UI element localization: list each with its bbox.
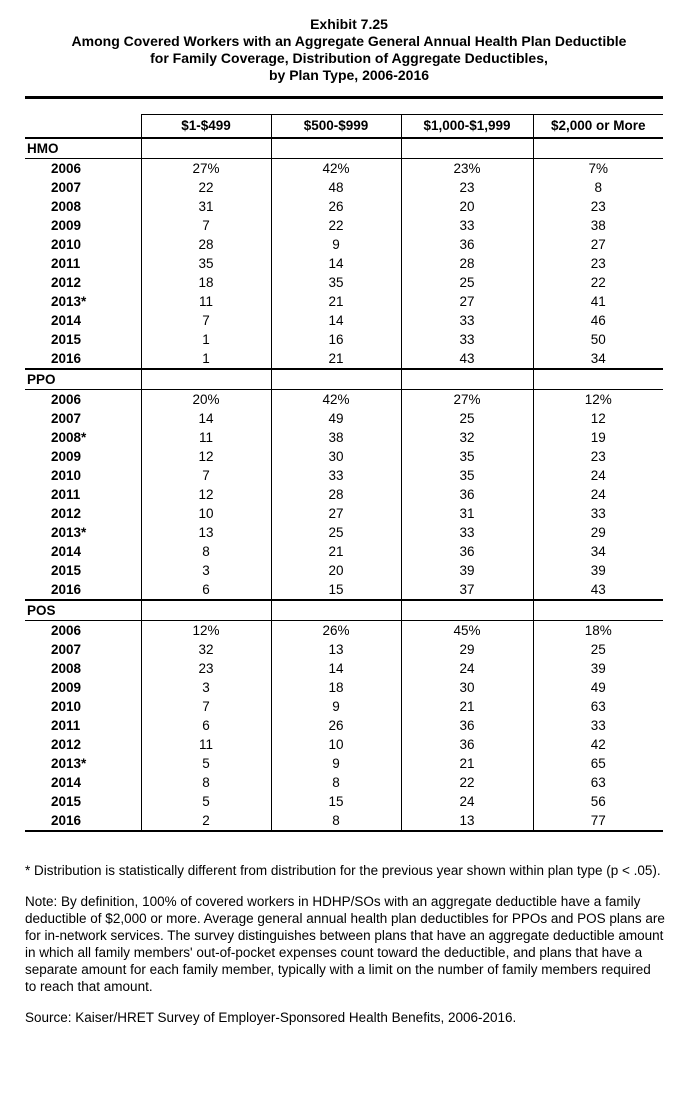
plan-type-empty-cell <box>271 138 401 159</box>
value-cell: 25 <box>271 523 401 542</box>
plan-type-label: PPO <box>25 369 141 390</box>
value-cell: 12 <box>141 447 271 466</box>
notes-section <box>25 862 665 1040</box>
value-cell: 21 <box>271 292 401 311</box>
value-cell: 14 <box>271 659 401 678</box>
year-cell: 2014 <box>51 313 82 328</box>
value-cell: 24 <box>401 792 533 811</box>
table-row <box>25 697 663 716</box>
value-cell: 36 <box>401 542 533 561</box>
value-cell: 26% <box>271 621 401 641</box>
value-cell: 19 <box>533 428 663 447</box>
value-cell: 20 <box>271 561 401 580</box>
value-cell: 42% <box>271 390 401 410</box>
plan-type-empty-cell <box>271 600 401 621</box>
table-row <box>25 311 663 330</box>
year-cell: 2011 <box>51 487 81 502</box>
table-row <box>25 273 663 292</box>
plan-type-row <box>25 369 663 390</box>
table-row <box>25 561 663 580</box>
table-row <box>25 216 663 235</box>
plan-type-label: HMO <box>25 138 141 159</box>
table-row <box>25 580 663 600</box>
value-cell: 7 <box>141 466 271 485</box>
exhibit-number: Exhibit 7.25 <box>310 16 388 32</box>
value-cell: 13 <box>401 811 533 831</box>
plan-type-empty-cell <box>141 138 271 159</box>
value-cell: 27% <box>141 159 271 179</box>
value-cell: 23 <box>533 197 663 216</box>
plan-type-empty-cell <box>401 138 533 159</box>
value-cell: 33 <box>401 311 533 330</box>
value-cell: 63 <box>533 773 663 792</box>
column-header: $500-$999 <box>271 115 401 139</box>
value-cell: 43 <box>533 580 663 600</box>
value-cell: 9 <box>271 697 401 716</box>
table-row <box>25 292 663 311</box>
value-cell: 49 <box>533 678 663 697</box>
value-cell: 34 <box>533 542 663 561</box>
value-cell: 27 <box>533 235 663 254</box>
year-cell: 2016 <box>25 811 141 831</box>
value-cell: 48 <box>271 178 401 197</box>
table-row <box>25 235 663 254</box>
table-row <box>25 792 663 811</box>
year-cell: 2010 <box>51 468 82 483</box>
value-cell: 14 <box>141 409 271 428</box>
value-cell: 36 <box>401 235 533 254</box>
value-cell: 28 <box>141 235 271 254</box>
value-cell: 33 <box>401 330 533 349</box>
table-body <box>25 138 663 831</box>
plan-type-empty-cell <box>533 369 663 390</box>
value-cell: 20% <box>141 390 271 410</box>
year-cell: 2015 <box>51 563 82 578</box>
table-row <box>25 659 663 678</box>
value-cell: 27 <box>401 292 533 311</box>
value-cell: 30 <box>271 447 401 466</box>
source-line: Source: Kaiser/HRET Survey of Employer-Sponsored Health Benefits, 2006-2016. <box>25 1010 517 1025</box>
year-cell: 2012 <box>51 506 82 521</box>
value-cell: 36 <box>401 485 533 504</box>
exhibit-title-line-1: Among Covered Workers with an Aggregate General Annual Health Plan Deductible <box>71 33 627 49</box>
table-row <box>25 447 663 466</box>
table-row <box>25 428 663 447</box>
year-cell: 2006 <box>51 392 82 407</box>
value-cell: 23 <box>141 659 271 678</box>
value-cell: 39 <box>533 561 663 580</box>
year-cell: 2008 <box>51 661 82 676</box>
title-divider <box>25 96 663 99</box>
exhibit-title-line-2: for Family Coverage, Distribution of Aggregate Deductibles, <box>150 50 548 66</box>
plan-type-empty-cell <box>533 600 663 621</box>
table-row <box>25 542 663 561</box>
value-cell: 8 <box>141 773 271 792</box>
year-cell: 2010 <box>51 699 82 714</box>
value-cell: 13 <box>141 523 271 542</box>
value-cell: 21 <box>271 349 401 369</box>
value-cell: 15 <box>271 792 401 811</box>
value-cell: 24 <box>533 466 663 485</box>
year-cell: 2015 <box>51 794 82 809</box>
value-cell: 24 <box>533 485 663 504</box>
value-cell: 16 <box>271 330 401 349</box>
value-cell: 39 <box>533 659 663 678</box>
value-cell: 3 <box>141 561 271 580</box>
value-cell: 41 <box>533 292 663 311</box>
table-header-row <box>25 115 663 139</box>
value-cell: 10 <box>141 504 271 523</box>
table-row <box>25 735 663 754</box>
table-row <box>25 254 663 273</box>
year-cell: 2014 <box>51 775 82 790</box>
value-cell: 50 <box>533 330 663 349</box>
table-row <box>25 485 663 504</box>
table-row <box>25 390 663 410</box>
plan-type-empty-cell <box>141 600 271 621</box>
value-cell: 33 <box>533 716 663 735</box>
year-cell: 2009 <box>51 218 82 233</box>
table-row <box>25 159 663 179</box>
value-cell: 14 <box>271 254 401 273</box>
value-cell: 21 <box>401 754 533 773</box>
value-cell: 9 <box>271 235 401 254</box>
value-cell: 38 <box>271 428 401 447</box>
value-cell: 25 <box>401 273 533 292</box>
table-row <box>25 678 663 697</box>
year-cell: 2013* <box>51 756 87 771</box>
value-cell: 77 <box>533 811 663 831</box>
year-cell: 2011 <box>51 256 81 271</box>
value-cell: 35 <box>141 254 271 273</box>
value-cell: 12% <box>533 390 663 410</box>
year-cell: 2009 <box>51 680 82 695</box>
value-cell: 23 <box>533 447 663 466</box>
value-cell: 45% <box>401 621 533 641</box>
value-cell: 18 <box>141 273 271 292</box>
value-cell: 11 <box>141 735 271 754</box>
plan-type-row <box>25 600 663 621</box>
value-cell: 12 <box>533 409 663 428</box>
value-cell: 29 <box>401 640 533 659</box>
value-cell: 26 <box>271 197 401 216</box>
value-cell: 13 <box>271 640 401 659</box>
value-cell: 5 <box>141 792 271 811</box>
value-cell: 31 <box>401 504 533 523</box>
value-cell: 26 <box>271 716 401 735</box>
value-cell: 5 <box>141 754 271 773</box>
value-cell: 23 <box>401 178 533 197</box>
value-cell: 12% <box>141 621 271 641</box>
year-cell: 2015 <box>51 332 82 347</box>
value-cell: 28 <box>401 254 533 273</box>
value-cell: 33 <box>271 466 401 485</box>
value-cell: 6 <box>141 580 271 600</box>
value-cell: 32 <box>401 428 533 447</box>
footnote: * Distribution is statistically different from distribution for the previous year shown within plan type (p < .05). <box>25 863 661 878</box>
note-paragraph: Note: By definition, 100% of covered workers in HDHP/SOs with an aggregate deductible have a family deductible of $2,000 or more. Average general annual health plan deductibles for PPOs and POS plans are for in-network services. The survey distinguishes between plans that have an aggregate deductible amount in which all family members' out-of-pocket expenses count toward the deductible, and plans that have a separate amount for each family member, typically with a limit on the number of family members required to reach that amount. <box>25 894 665 994</box>
value-cell: 35 <box>401 447 533 466</box>
table-row <box>25 640 663 659</box>
value-cell: 25 <box>533 640 663 659</box>
value-cell: 34 <box>533 349 663 369</box>
value-cell: 2 <box>141 811 271 831</box>
column-header: $2,000 or More <box>533 115 663 139</box>
value-cell: 14 <box>271 311 401 330</box>
year-cell: 2006 <box>51 623 82 638</box>
plan-type-row <box>25 138 663 159</box>
year-cell: 2010 <box>51 237 82 252</box>
plan-type-empty-cell <box>401 600 533 621</box>
exhibit-title <box>0 16 698 84</box>
table-row <box>25 523 663 542</box>
year-cell: 2012 <box>51 737 82 752</box>
value-cell: 42% <box>271 159 401 179</box>
table-row <box>25 409 663 428</box>
value-cell: 18 <box>271 678 401 697</box>
year-cell: 2016 <box>51 582 82 597</box>
exhibit-title-line-3: by Plan Type, 2006-2016 <box>268 67 430 83</box>
column-header: $1-$499 <box>141 115 271 139</box>
header-blank-cell <box>25 115 141 139</box>
value-cell: 27% <box>401 390 533 410</box>
table-row <box>25 773 663 792</box>
value-cell: 33 <box>401 523 533 542</box>
year-cell: 2013* <box>51 294 87 309</box>
value-cell: 1 <box>141 349 271 369</box>
value-cell: 20 <box>401 197 533 216</box>
value-cell: 42 <box>533 735 663 754</box>
year-cell: 2006 <box>51 161 82 176</box>
value-cell: 25 <box>401 409 533 428</box>
value-cell: 12 <box>141 485 271 504</box>
year-cell: 2007 <box>51 411 82 426</box>
value-cell: 7 <box>141 216 271 235</box>
value-cell: 22 <box>141 178 271 197</box>
value-cell: 21 <box>401 697 533 716</box>
value-cell: 65 <box>533 754 663 773</box>
year-cell: 2016 <box>51 351 82 366</box>
plan-type-empty-cell <box>533 138 663 159</box>
plan-type-empty-cell <box>271 369 401 390</box>
value-cell: 49 <box>271 409 401 428</box>
value-cell: 23 <box>533 254 663 273</box>
value-cell: 11 <box>141 428 271 447</box>
deductible-distribution-table <box>25 114 663 832</box>
value-cell: 63 <box>533 697 663 716</box>
year-cell: 2013* <box>51 525 87 540</box>
plan-type-empty-cell <box>401 369 533 390</box>
value-cell: 36 <box>401 735 533 754</box>
value-cell: 10 <box>271 735 401 754</box>
value-cell: 7 <box>141 311 271 330</box>
year-cell: 2009 <box>51 449 82 464</box>
value-cell: 43 <box>401 349 533 369</box>
value-cell: 33 <box>533 504 663 523</box>
value-cell: 38 <box>533 216 663 235</box>
value-cell: 35 <box>271 273 401 292</box>
value-cell: 11 <box>141 292 271 311</box>
value-cell: 22 <box>271 216 401 235</box>
table-row <box>25 349 663 369</box>
year-cell: 2012 <box>51 275 82 290</box>
value-cell: 22 <box>533 273 663 292</box>
value-cell: 3 <box>141 678 271 697</box>
value-cell: 8 <box>533 178 663 197</box>
value-cell: 8 <box>141 542 271 561</box>
year-cell: 2014 <box>51 544 82 559</box>
value-cell: 22 <box>401 773 533 792</box>
value-cell: 15 <box>271 580 401 600</box>
value-cell: 7% <box>533 159 663 179</box>
value-cell: 37 <box>401 580 533 600</box>
value-cell: 39 <box>401 561 533 580</box>
table-row <box>25 330 663 349</box>
table-row <box>25 504 663 523</box>
table-row <box>25 754 663 773</box>
table-row <box>25 621 663 641</box>
table-row <box>25 197 663 216</box>
table-row <box>25 811 663 831</box>
year-cell: 2008 <box>51 199 82 214</box>
value-cell: 18% <box>533 621 663 641</box>
value-cell: 30 <box>401 678 533 697</box>
year-cell: 2007 <box>51 180 82 195</box>
value-cell: 31 <box>141 197 271 216</box>
value-cell: 23% <box>401 159 533 179</box>
value-cell: 27 <box>271 504 401 523</box>
value-cell: 7 <box>141 697 271 716</box>
value-cell: 29 <box>533 523 663 542</box>
table-row <box>25 466 663 485</box>
table-row <box>25 716 663 735</box>
value-cell: 1 <box>141 330 271 349</box>
value-cell: 21 <box>271 542 401 561</box>
column-header: $1,000-$1,999 <box>401 115 533 139</box>
plan-type-label: POS <box>25 600 141 621</box>
value-cell: 36 <box>401 716 533 735</box>
plan-type-empty-cell <box>141 369 271 390</box>
value-cell: 6 <box>141 716 271 735</box>
year-cell: 2011 <box>51 718 81 733</box>
value-cell: 32 <box>141 640 271 659</box>
value-cell: 8 <box>271 811 401 831</box>
value-cell: 35 <box>401 466 533 485</box>
table-row <box>25 178 663 197</box>
year-cell: 2007 <box>51 642 82 657</box>
value-cell: 56 <box>533 792 663 811</box>
value-cell: 24 <box>401 659 533 678</box>
value-cell: 33 <box>401 216 533 235</box>
value-cell: 9 <box>271 754 401 773</box>
value-cell: 8 <box>271 773 401 792</box>
year-cell: 2008* <box>51 430 87 445</box>
value-cell: 46 <box>533 311 663 330</box>
value-cell: 28 <box>271 485 401 504</box>
